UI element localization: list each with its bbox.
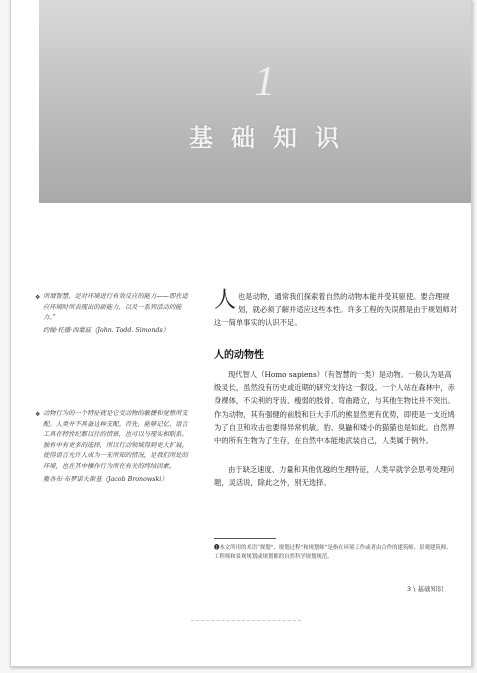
intro-text: 也是动物，通常我们探索着自然的动物本能并受其驱使。要合理规划，就必须了解并适应这些本性。许多工程的失误都是由于规划师对这一简单事实的认识不足。 (214, 292, 457, 328)
section-heading: 人的动物性 (214, 350, 264, 361)
drop-cap: 人 (214, 288, 237, 313)
margin-quote-text: 动物行为的一个特征就是它受动物的敏捷和觉察所支配。人类并不具备这种支配。首先，能够记忆、语言工具在特性纪都以往的情景，也可以与现实相联系。独有中有更多的选择，所以行动领域得到更大扩展。使得语言允许人成为一无所知的情况，是我们所处的环境，也在其中操作行为所在有关的终结因素。 (43, 410, 188, 470)
body-paragraph-1: 现代智人（Homo sapiens）（有智慧的一类）是动物。一般认为是高级灵长，虽然没有历史或近期的研究支持这一假设。一个人站在森林中，赤身裸体，不尖利的牙齿、瘦弱的肢骨、弯曲踏立，与其他生物比并不突出。作为动物，其有强健的前肢和巨大手爪的熊显然更有优势，即使是一支近鸠为了自卫和攻击也要得异常机敏。豹、臭鼬和矮小的猫猫也是如此。自然界中的所有生物为了生存，在自然中本能地武装自己，人类属于例外。 (214, 370, 455, 446)
quote-mark-icon: ❖ (35, 294, 41, 301)
running-title: 基础知识 (417, 585, 444, 593)
page-footer (407, 584, 444, 593)
page-number: 3 (407, 585, 412, 593)
footer-separator: \ (413, 585, 416, 593)
bottom-divider (191, 620, 301, 621)
margin-quote-2 (35, 409, 193, 485)
footnote-divider (214, 538, 276, 539)
quote-mark-icon: ❖ (35, 411, 41, 418)
chapter-number: 1 (254, 59, 276, 105)
margin-quote-attribution: 雅各布·布罗诺夫斯基（Jacob Bronowski） (43, 475, 168, 483)
margin-quote-text: 所谓智慧，是对环境进行有效反应的能力——即在适应环境时所表现出的新能力，以及一系列活动的能力。” (43, 293, 188, 322)
body-paragraph-2: 由于缺乏速度、力量和其他优越的生理特征，人类早就学会思考处理问题，灵活说，除此之外，别无选择。 (214, 465, 455, 488)
margin-quote-attribution: 约翰·托德·西蒙兹（John. Todd. Simonds） (43, 326, 170, 334)
book-page (10, 0, 472, 667)
chapter-banner (39, 0, 471, 203)
margin-quote-1 (35, 292, 193, 336)
chapter-title: 基础知识 (189, 124, 357, 152)
intro-paragraph (214, 290, 459, 330)
footnote: ❶本文所用的术语“规划”、规划过程”和规划师”是指在环境工作或者由合作的建筑师、景观建筑师、工程师和景观规划或规划都的自然科学规划规范。 (214, 545, 452, 560)
